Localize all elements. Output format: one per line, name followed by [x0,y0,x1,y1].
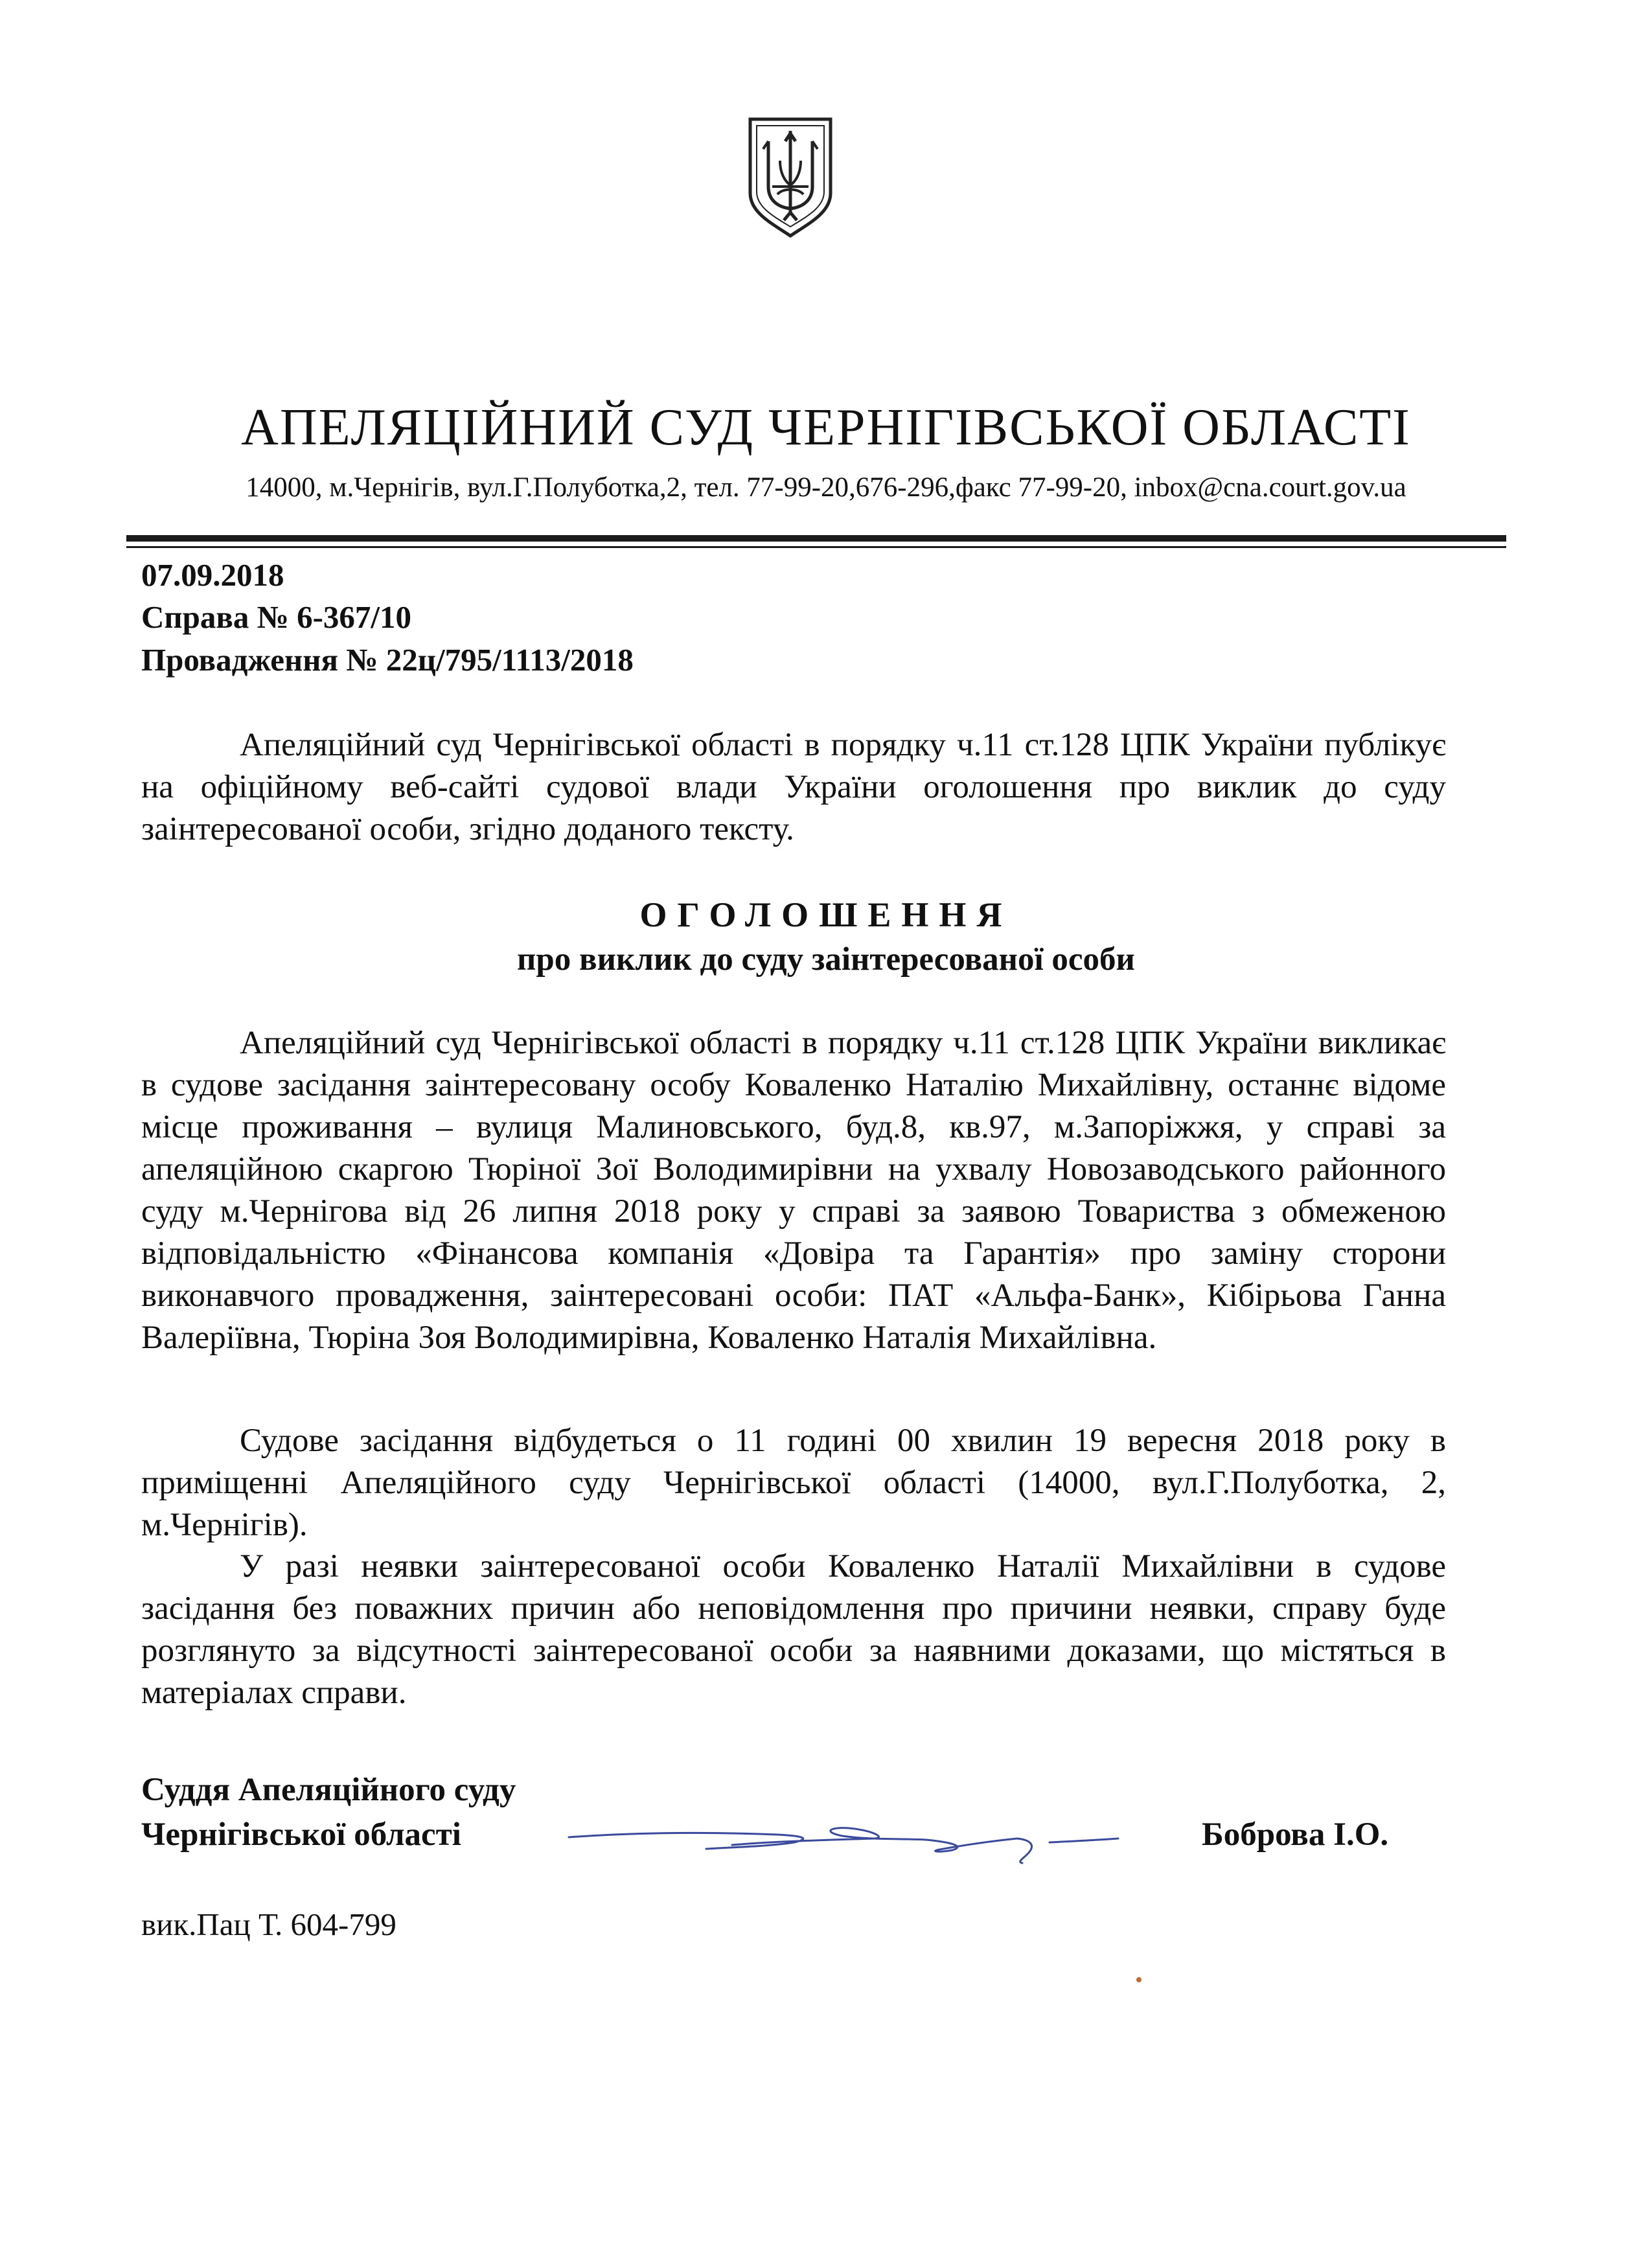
notice-paragraph-text: Апеляційний суд Чернігівської області в порядку ч.11 ст.128 ЦПК України викликає в судове засідання заінтересовану особу Коваленко Наталію Михайлівну, останнє відоме місце проживання – вулиця Малиновського, буд.8, кв.97, м.Запоріжжя, у справі за апеляційною скаргою Тюріної Зої Володимирівни на ухвалу Новозаводського районного суду м.Чернігова від 26 липня 2018 року у справі за заявою Товариства з обмеженою відповідальністю «Фінансова компанія «Довіра та Гарантія» про заміну сторони виконавчого провадження, заінтересовані особи: ПАТ «Альфа-Банк», Кібірьова Ганна Валеріївна, Тюріна Зоя Володимирівна, Коваленко Наталія Михайлівна. [141,1025,1446,1356]
notice-paragraph-text: У разі неявки заінтересованої особи Коваленко Наталії Михайлівни в судове засідання без поважних причин або неповідомлення про причини неявки, справу буде розглянуто за відсутності заінтересованої особи за наявними доказами, що містяться в матеріалах справи. [141,1548,1446,1711]
notice-title: ОГОЛОШЕННЯ [639,895,1013,934]
document-date: 07.09.2018 [141,557,284,593]
court-name: АПЕЛЯЦІЙНИЙ СУД ЧЕРНІГІВСЬКОЇ ОБЛАСТІ [241,399,1411,456]
notice-subtitle: про виклик до суду заінтересованої особи [517,941,1135,978]
executor-note: вик.Пац Т. 604-799 [141,1907,396,1942]
handwritten-signature [564,1800,1121,1871]
judge-title-line2: Чернігівської області [141,1816,461,1853]
scan-speck [1136,1977,1141,1982]
proceeding-number: Провадження № 22ц/795/1113/2018 [141,642,634,678]
letterhead-divider-thick [126,535,1506,542]
court-address: 14000, м.Чернігів, вул.Г.Полуботка,2, тел. 77-99-20,676-296,факс 77-99-20, inbox@cna.court.gov.ua [246,472,1406,503]
letterhead-divider-thin [126,546,1506,548]
notice-paragraph [141,1022,1446,1359]
judge-name: Боброва І.О. [1202,1816,1389,1853]
intro-paragraph [141,724,1446,851]
notice-paragraph-text: Судове засідання відбудеться о 11 годині 00 хвилин 19 вересня 2018 року в приміщенні Апеляційного суду Чернігівської області (14000, вул.Г.Полуботка, 2, м.Чернігів). [141,1423,1446,1543]
notice-paragraph [141,1546,1446,1714]
notice-paragraph [141,1420,1446,1546]
case-number: Справа № 6-367/10 [141,599,412,635]
intro-text: Апеляційний суд Чернігівської області в порядку ч.11 ст.128 ЦПК України публікує на офіційному веб-сайті судової влади України оголошення про виклик до суду заінтересованої особи, згідно доданого тексту. [141,727,1446,847]
coat-of-arms-icon [746,115,834,238]
judge-title-line1: Суддя Апеляційного суду [141,1772,516,1808]
